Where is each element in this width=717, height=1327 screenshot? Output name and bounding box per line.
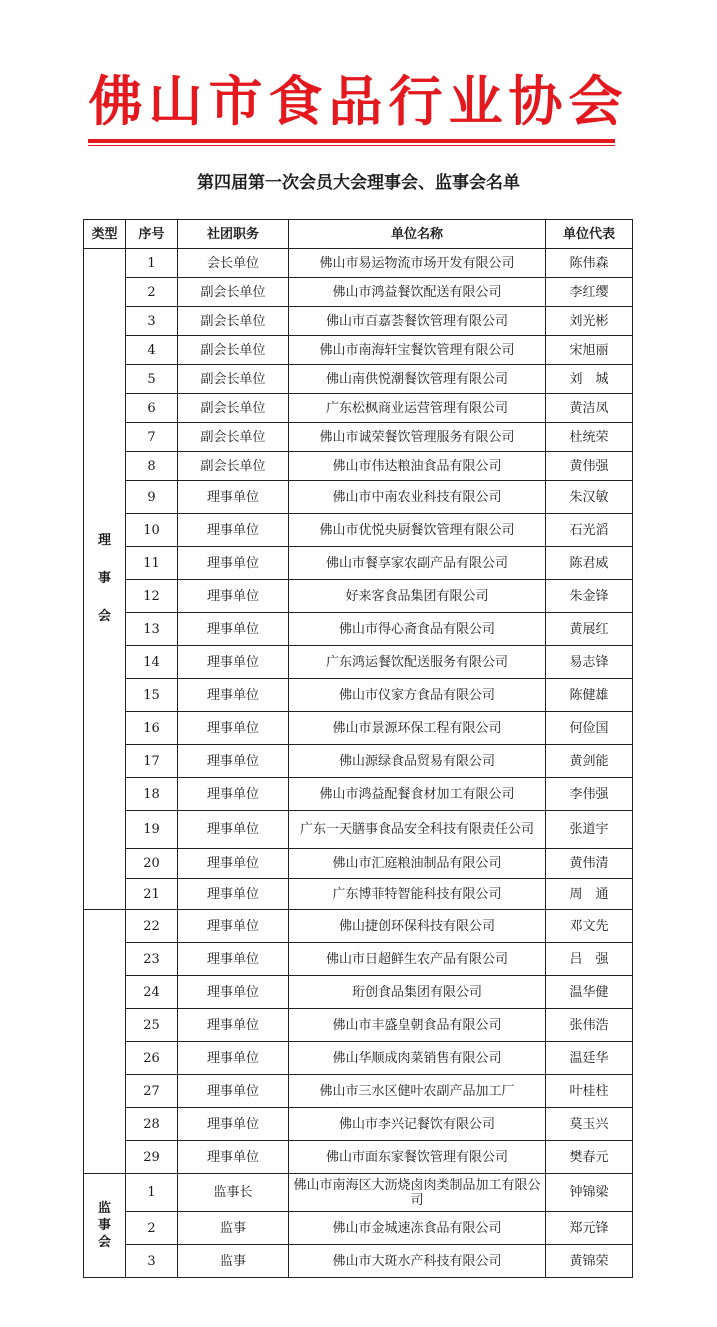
row-number-cell: 28	[126, 1108, 178, 1141]
table-row	[84, 307, 633, 336]
role-cell: 理事单位	[178, 849, 289, 879]
representative-cell: 黄展红	[546, 613, 633, 646]
row-number-cell: 10	[126, 514, 178, 547]
row-number-cell: 12	[126, 580, 178, 613]
table-row	[84, 778, 633, 811]
representative-cell: 温华健	[546, 976, 633, 1009]
row-number-cell: 14	[126, 646, 178, 679]
representative-cell: 周 通	[546, 879, 633, 910]
group-type-cell	[84, 1174, 126, 1278]
row-number-cell: 19	[126, 811, 178, 849]
row-number-cell: 24	[126, 976, 178, 1009]
header-divider	[88, 139, 615, 143]
org-name-cell: 佛山华顺成肉菜销售有限公司	[289, 1042, 546, 1075]
role-cell: 副会长单位	[178, 394, 289, 423]
role-cell: 理事单位	[178, 580, 289, 613]
org-name-cell: 佛山市伟达粮油食品有限公司	[289, 452, 546, 481]
role-cell: 监事	[178, 1245, 289, 1278]
org-name-cell: 佛山市百嘉荟餐饮管理有限公司	[289, 307, 546, 336]
role-cell: 理事单位	[178, 613, 289, 646]
row-number-cell: 11	[126, 547, 178, 580]
row-number-cell: 3	[126, 307, 178, 336]
org-name-cell: 佛山市面东家餐饮管理有限公司	[289, 1141, 546, 1174]
group-type-cell	[84, 910, 126, 1174]
table-row	[84, 423, 633, 452]
org-name-cell: 佛山市中南农业科技有限公司	[289, 481, 546, 514]
role-cell: 监事	[178, 1212, 289, 1245]
org-name-cell: 佛山市汇庭粮油制品有限公司	[289, 849, 546, 879]
org-name-cell: 佛山市得心斋食品有限公司	[289, 613, 546, 646]
role-cell: 理事单位	[178, 811, 289, 849]
row-number-cell: 5	[126, 365, 178, 394]
representative-cell: 郑元锋	[546, 1212, 633, 1245]
row-number-cell: 2	[126, 278, 178, 307]
table-row	[84, 278, 633, 307]
org-name-cell: 珩创食品集团有限公司	[289, 976, 546, 1009]
org-name-cell: 佛山市优悦央厨餐饮管理有限公司	[289, 514, 546, 547]
org-name-cell: 佛山市景源环保工程有限公司	[289, 712, 546, 745]
representative-cell: 何俭国	[546, 712, 633, 745]
table-row	[84, 811, 633, 849]
representative-cell: 黄伟清	[546, 849, 633, 879]
role-cell: 理事单位	[178, 778, 289, 811]
org-name-cell: 佛山市仪家方食品有限公司	[289, 679, 546, 712]
role-cell: 理事单位	[178, 1042, 289, 1075]
table-row	[84, 1042, 633, 1075]
table-header-row	[84, 220, 633, 249]
column-header-type: 类型	[84, 220, 126, 249]
representative-cell: 刘光彬	[546, 307, 633, 336]
representative-cell: 黄伟强	[546, 452, 633, 481]
column-header-number: 序号	[126, 220, 178, 249]
org-name-cell: 佛山市三水区健叶农副产品加工厂	[289, 1075, 546, 1108]
representative-cell: 朱金锋	[546, 580, 633, 613]
row-number-cell: 29	[126, 1141, 178, 1174]
role-cell: 会长单位	[178, 249, 289, 278]
org-name-cell: 广东博菲特智能科技有限公司	[289, 879, 546, 910]
org-name-cell: 佛山市鸿益配餐食材加工有限公司	[289, 778, 546, 811]
table-row	[84, 452, 633, 481]
table-row	[84, 1075, 633, 1108]
representative-cell: 莫玉兴	[546, 1108, 633, 1141]
row-number-cell: 18	[126, 778, 178, 811]
table-row	[84, 646, 633, 679]
role-cell: 副会长单位	[178, 423, 289, 452]
row-number-cell: 3	[126, 1245, 178, 1278]
row-number-cell: 17	[126, 745, 178, 778]
representative-cell: 邓文先	[546, 910, 633, 943]
header-divider-thin	[88, 145, 615, 146]
org-name-cell: 佛山市日超鲜生农产品有限公司	[289, 943, 546, 976]
role-cell: 副会长单位	[178, 452, 289, 481]
representative-cell: 朱汉敏	[546, 481, 633, 514]
representative-cell: 温廷华	[546, 1042, 633, 1075]
row-number-cell: 13	[126, 613, 178, 646]
table-row	[84, 336, 633, 365]
role-cell: 理事单位	[178, 1108, 289, 1141]
row-number-cell: 20	[126, 849, 178, 879]
row-number-cell: 25	[126, 1009, 178, 1042]
table-row	[84, 1141, 633, 1174]
role-cell: 理事单位	[178, 481, 289, 514]
representative-cell: 黄洁凤	[546, 394, 633, 423]
representative-cell: 张道宇	[546, 811, 633, 849]
row-number-cell: 21	[126, 879, 178, 910]
representative-cell: 张伟浩	[546, 1009, 633, 1042]
member-list-table	[83, 219, 633, 1278]
row-number-cell: 2	[126, 1212, 178, 1245]
table-row	[84, 547, 633, 580]
table-row	[84, 1245, 633, 1278]
table-row	[84, 481, 633, 514]
role-cell: 副会长单位	[178, 365, 289, 394]
row-number-cell: 26	[126, 1042, 178, 1075]
org-name-banner: 佛山市食品行业协会	[88, 70, 629, 133]
representative-cell: 李伟强	[546, 778, 633, 811]
representative-cell: 樊春元	[546, 1141, 633, 1174]
table-row	[84, 1009, 633, 1042]
row-number-cell: 1	[126, 249, 178, 278]
column-header-role: 社团职务	[178, 220, 289, 249]
org-name-cell: 佛山市餐享家农副产品有限公司	[289, 547, 546, 580]
table-row	[84, 712, 633, 745]
role-cell: 理事单位	[178, 712, 289, 745]
role-cell: 副会长单位	[178, 336, 289, 365]
representative-cell: 黄锦荣	[546, 1245, 633, 1278]
group-type-label: 监事会	[97, 1201, 111, 1250]
representative-cell: 李红缨	[546, 278, 633, 307]
role-cell: 理事单位	[178, 745, 289, 778]
org-name-cell: 佛山市南海区大沥烧卤肉类制品加工有限公司	[289, 1174, 546, 1212]
org-name-cell: 佛山市李兴记餐饮有限公司	[289, 1108, 546, 1141]
org-name-cell: 佛山捷创环保科技有限公司	[289, 910, 546, 943]
org-name-cell: 佛山市易运物流市场开发有限公司	[289, 249, 546, 278]
role-cell: 监事长	[178, 1174, 289, 1212]
row-number-cell: 9	[126, 481, 178, 514]
representative-cell: 黄剑能	[546, 745, 633, 778]
role-cell: 理事单位	[178, 514, 289, 547]
role-cell: 理事单位	[178, 879, 289, 910]
column-header-rep: 单位代表	[546, 220, 633, 249]
table-row	[84, 679, 633, 712]
org-name-cell: 佛山市金城速冻食品有限公司	[289, 1212, 546, 1245]
org-name-cell: 佛山市诚荣餐饮管理服务有限公司	[289, 423, 546, 452]
row-number-cell: 1	[126, 1174, 178, 1212]
table-row	[84, 1174, 633, 1212]
role-cell: 理事单位	[178, 943, 289, 976]
org-name-cell: 佛山市鸿益餐饮配送有限公司	[289, 278, 546, 307]
table-row	[84, 249, 633, 278]
table-row	[84, 849, 633, 879]
table-row	[84, 580, 633, 613]
representative-cell: 吕 强	[546, 943, 633, 976]
role-cell: 理事单位	[178, 547, 289, 580]
representative-cell: 钟锦梁	[546, 1174, 633, 1212]
group-type-label: 理事会	[97, 533, 111, 624]
row-number-cell: 8	[126, 452, 178, 481]
org-name-cell: 佛山市南海轩宝餐饮管理有限公司	[289, 336, 546, 365]
org-name-cell: 佛山南供悦潮餐饮管理有限公司	[289, 365, 546, 394]
org-name-cell: 佛山市大斑水产科技有限公司	[289, 1245, 546, 1278]
role-cell: 理事单位	[178, 1009, 289, 1042]
role-cell: 理事单位	[178, 976, 289, 1009]
role-cell: 理事单位	[178, 1075, 289, 1108]
table-row	[84, 514, 633, 547]
org-name-cell: 广东鸿运餐饮配送服务有限公司	[289, 646, 546, 679]
row-number-cell: 23	[126, 943, 178, 976]
table-row	[84, 1212, 633, 1245]
role-cell: 理事单位	[178, 1141, 289, 1174]
row-number-cell: 4	[126, 336, 178, 365]
table-row	[84, 943, 633, 976]
representative-cell: 易志锋	[546, 646, 633, 679]
row-number-cell: 22	[126, 910, 178, 943]
org-name-cell: 佛山市丰盛皇朝食品有限公司	[289, 1009, 546, 1042]
column-header-org: 单位名称	[289, 220, 546, 249]
org-name-cell: 广东松枫商业运营管理有限公司	[289, 394, 546, 423]
representative-cell: 刘 城	[546, 365, 633, 394]
table-row	[84, 879, 633, 910]
org-name-cell: 佛山源绿食品贸易有限公司	[289, 745, 546, 778]
role-cell: 理事单位	[178, 679, 289, 712]
table-row	[84, 910, 633, 943]
table-row	[84, 745, 633, 778]
representative-cell: 叶桂柱	[546, 1075, 633, 1108]
representative-cell: 杜统荣	[546, 423, 633, 452]
representative-cell: 石光滔	[546, 514, 633, 547]
role-cell: 理事单位	[178, 910, 289, 943]
row-number-cell: 7	[126, 423, 178, 452]
document-title: 第四届第一次会员大会理事会、监事会名单	[197, 173, 520, 193]
representative-cell: 陈君威	[546, 547, 633, 580]
org-name-cell: 好来客食品集团有限公司	[289, 580, 546, 613]
table-row	[84, 976, 633, 1009]
row-number-cell: 16	[126, 712, 178, 745]
representative-cell: 宋旭丽	[546, 336, 633, 365]
table-row	[84, 1108, 633, 1141]
table-row	[84, 613, 633, 646]
representative-cell: 陈伟森	[546, 249, 633, 278]
row-number-cell: 6	[126, 394, 178, 423]
row-number-cell: 15	[126, 679, 178, 712]
row-number-cell: 27	[126, 1075, 178, 1108]
role-cell: 副会长单位	[178, 307, 289, 336]
role-cell: 副会长单位	[178, 278, 289, 307]
group-type-cell	[84, 249, 126, 910]
org-name-cell: 广东一天膳事食品安全科技有限责任公司	[289, 811, 546, 849]
table-row	[84, 394, 633, 423]
representative-cell: 陈健雄	[546, 679, 633, 712]
table-row	[84, 365, 633, 394]
role-cell: 理事单位	[178, 646, 289, 679]
